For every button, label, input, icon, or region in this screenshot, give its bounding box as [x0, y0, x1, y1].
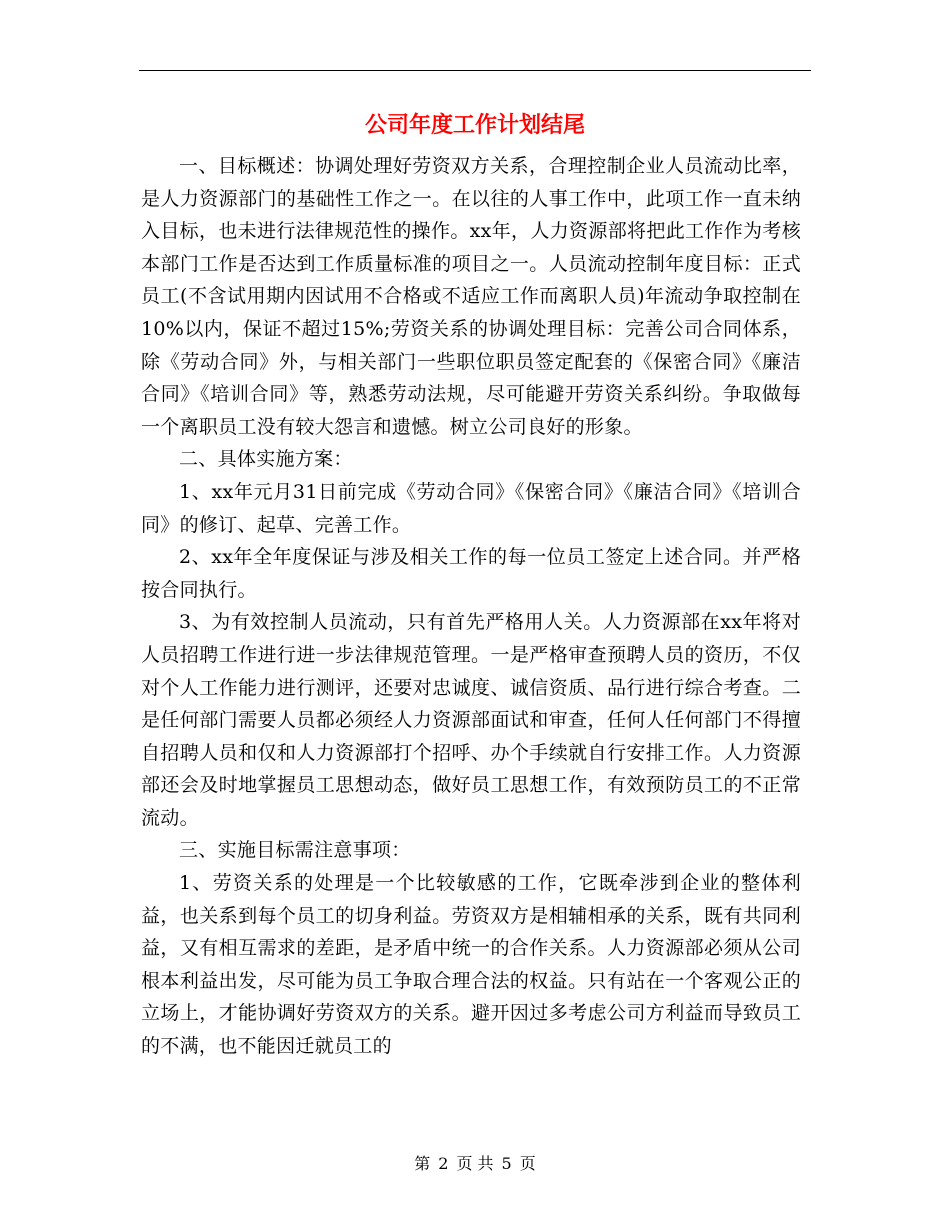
header-rule	[139, 70, 811, 71]
paragraph: 1、劳资关系的处理是一个比较敏感的工作，它既牵涉到企业的整体利益，也关系到每个员工的切身利益。劳资双方是相辅相承的关系，既有共同利益，又有相互需求的差距，是矛盾中统一的合作关系。人力资源部必须从公司根本利益出发，尽可能为员工争取合理合法的权益。只有站在一个客观公正的立场上，才能协调好劳资双方的关系。避开因过多考虑公司方利益而导致员工的不满，也不能因迁就员工的	[141, 872, 801, 1058]
paragraph: 1、xx年元月31日前完成《劳动合同》《保密合同》《廉洁合同》《培训合同》的修订、起草、完善工作。	[141, 480, 801, 536]
footer-suffix: 页	[519, 1154, 536, 1173]
footer-prefix: 第	[414, 1154, 431, 1173]
paragraph: 三、实施目标需注意事项：	[179, 839, 411, 862]
paragraph: 二、具体实施方案：	[179, 448, 353, 471]
footer-middle: 页 共	[456, 1154, 494, 1173]
document-body	[141, 150, 801, 1063]
paragraph: 3、为有效控制人员流动，只有首先严格用人关。人力资源部在xx年将对人员招聘工作进行进一步法律规范管理。一是严格审查预聘人员的资历，不仅对个人工作能力进行测评，还要对忠诚度、诚信资质、品行进行综合考查。二是任何部门需要人员都必须经人力资源部面试和审查，任何人任何部门不得擅自招聘人员和仅和人力资源部打个招呼、办个手续就自行安排工作。人力资源部还会及时地掌握员工思想动态，做好员工思想工作，有效预防员工的不正常流动。	[141, 611, 801, 829]
page-footer	[0, 1152, 950, 1176]
footer-total-pages: 5	[501, 1154, 512, 1173]
footer-page-number: 2	[438, 1154, 449, 1173]
paragraph: 一、目标概述：协调处理好劳资双方关系，合理控制企业人员流动比率，是人力资源部门的基础性工作之一。在以往的人事工作中，此项工作一直未纳入目标，也未进行法律规范性的操作。xx年，人力资源部将把此工作作为考核本部门工作是否达到工作质量标准的项目之一。人员流动控制年度目标：正式员工(不含试用期内因试用不合格或不适应工作而离职人员)年流动争取控制在10%以内，保证不超过15%;劳资关系的协调处理目标：完善公司合同体系，除《劳动合同》外，与相关部门一些职位职员签定配套的《保密合同》《廉洁合同》《培训合同》等，熟悉劳动法规，尽可能避开劳资关系纠纷。争取做每一个离职员工没有较大怨言和遗憾。树立公司良好的形象。	[141, 155, 801, 438]
document-title: 公司年度工作计划结尾	[364, 113, 585, 138]
paragraph: 2、xx年全年度保证与涉及相关工作的每一位员工签定上述合同。并严格按合同执行。	[141, 546, 801, 601]
